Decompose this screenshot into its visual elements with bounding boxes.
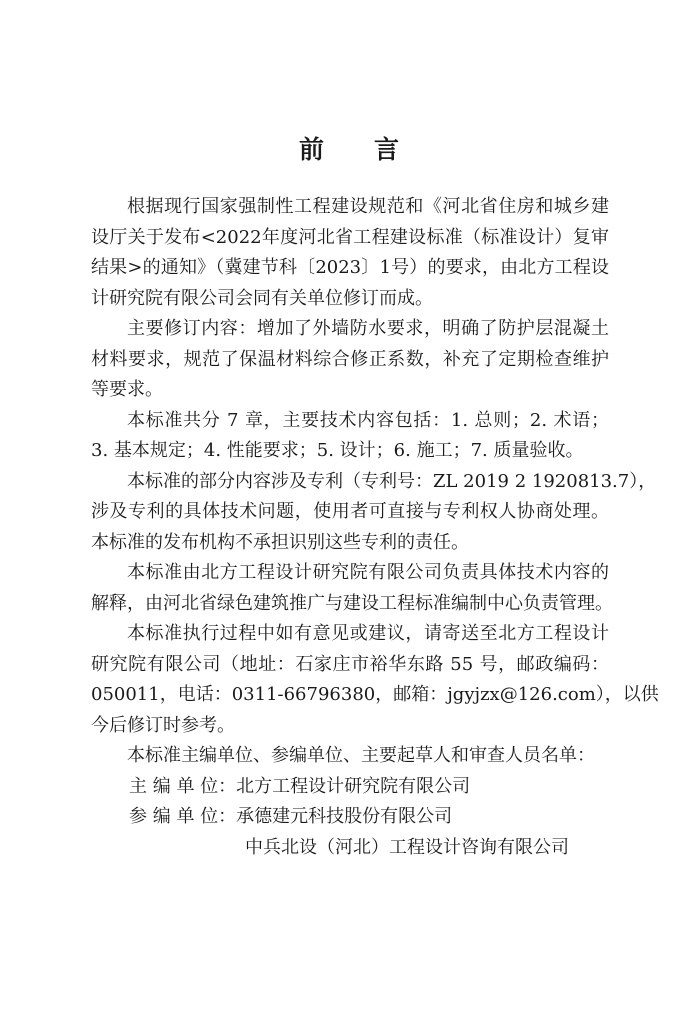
paragraph-5-line-2: 解释，由河北省绿色建筑推广与建设工程标准编制中心负责管理。	[91, 592, 613, 614]
chief-unit-value: 北方工程设计研究院有限公司	[236, 775, 471, 797]
paragraph-2-line-3: 等要求。	[91, 379, 163, 400]
paragraph-3-line-2: 3. 基本规定；4. 性能要求；5. 设计；6. 施工；7. 质量验收。	[91, 440, 584, 461]
paragraph-1-line-2: 设厅关于发布<2022年度河北省工程建设标准（标准设计）复审	[91, 226, 609, 248]
paragraph-2-line-2: 材料要求，规范了保温材料综合修正系数，补充了定期检查维护	[91, 348, 609, 370]
paragraph-1-line-1: 根据现行国家强制性工程建设规范和《河北省住房和城乡建	[127, 196, 609, 217]
paragraph-4-line-2: 涉及专利的具体技术问题，使用者可直接与专利权人协商处理。	[91, 501, 609, 522]
paragraph-6-line-4: 今后修订时参考。	[91, 714, 235, 736]
participating-unit-row	[91, 802, 609, 833]
paragraph-1-line-3: 结果>的通知》（冀建节科〔2023〕1号）的要求，由北方工程设	[91, 257, 609, 278]
page-title	[0, 130, 700, 166]
paragraph-6-line-2: 研究院有限公司（地址：石家庄市裕华东路 55 号，邮政编码：	[91, 653, 609, 675]
participating-unit-row-2	[91, 833, 609, 864]
paragraph-5-line-1: 本标准由北方工程设计研究院有限公司负责具体技术内容的	[127, 562, 609, 583]
paragraph-2-line-1: 主要修订内容：增加了外墙防水要求，明确了防护层混凝土	[127, 318, 609, 339]
paragraph-7-line-1: 本标准主编单位、参编单位、主要起草人和审查人员名单：	[127, 745, 595, 766]
paragraph-1-line-4: 计研究院有限公司会同有关单位修订而成。	[91, 287, 433, 309]
title-char-1: 前	[298, 135, 326, 164]
chief-unit-label: 主 编 单 位：	[129, 775, 237, 797]
title-char-2: 言	[374, 135, 402, 164]
paragraph-4-line-3: 本标准的发布机构不承担识别这些专利的责任。	[91, 531, 469, 553]
paragraph-3-line-1: 本标准共分 7 章，主要技术内容包括：1. 总则；2. 术语；	[127, 409, 609, 431]
chief-unit-row	[91, 772, 609, 803]
participating-unit-value-1: 承德建元科技股份有限公司	[236, 806, 453, 827]
paragraph-6-line-1: 本标准执行过程中如有意见或建议，请寄送至北方工程设计	[127, 623, 609, 644]
preface-body	[91, 192, 659, 863]
paragraph-6-line-3: 050011，电话：0311-66796380，邮箱：jgyjzx@126.com），以供	[91, 684, 659, 705]
paragraph-4-line-1: 本标准的部分内容涉及专利（专利号：ZL 2019 2 1920813.7），	[127, 470, 657, 492]
participating-unit-value-2: 中兵北设（河北）工程设计咨询有限公司	[245, 836, 569, 858]
participating-unit-label: 参 编 单 位：	[129, 806, 237, 827]
